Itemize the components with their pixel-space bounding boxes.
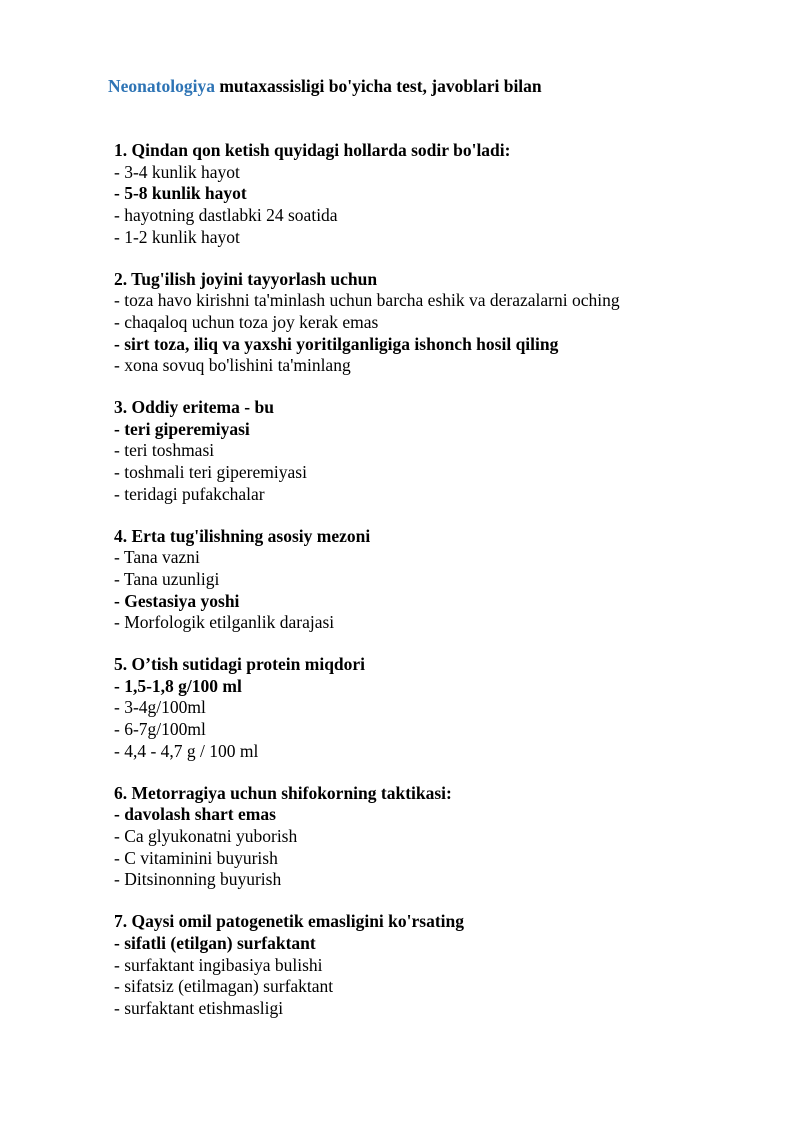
document-title: [108, 75, 542, 97]
answer-option: - surfaktant etishmasligi: [114, 997, 284, 1018]
question-block: [114, 911, 774, 1020]
answer-option-correct: - davolash shart emas: [114, 804, 276, 825]
answer-option-correct: - sifatli (etilgan) surfaktant: [114, 932, 316, 953]
answer-option-correct: - Gestasiya yoshi: [114, 590, 240, 611]
question-block: [114, 654, 774, 763]
title-rest: mutaxassisligi bo'yicha test, javoblari bilan: [214, 76, 542, 96]
answer-option: - xona sovuq bo'lishini ta'minlang: [114, 355, 351, 376]
answer-option: - 4,4 - 4,7 g / 100 ml: [114, 740, 259, 761]
answer-option-correct: - sirt toza, iliq va yaxshi yoritilganligiga ishonch hosil qiling: [114, 333, 559, 354]
title-accent: Neonatologiya: [108, 76, 215, 96]
answer-option: - Morfologik etilganlik darajasi: [114, 612, 335, 633]
answer-option: - Tana vazni: [114, 547, 200, 568]
answer-option: - 1-2 kunlik hayot: [114, 226, 240, 247]
question-block: [114, 269, 774, 378]
question-text: 3. Oddiy eritema - bu: [114, 397, 274, 418]
answer-option: - Ca glyukonatni yuborish: [114, 825, 298, 846]
question-text: 2. Tug'ilish joyini tayyorlash uchun: [114, 268, 378, 289]
answer-option: - teri toshmasi: [114, 440, 215, 461]
question-block: [114, 783, 774, 892]
answer-option-correct: - teri giperemiyasi: [114, 418, 250, 439]
question-text: 7. Qaysi omil patogenetik emasligini ko'rsating: [114, 911, 465, 932]
answer-option: - toza havo kirishni ta'minlash uchun barcha eshik va derazalarni oching: [114, 290, 620, 311]
answer-option: - teridagi pufakchalar: [114, 483, 265, 504]
answer-option: - chaqaloq uchun toza joy kerak emas: [114, 311, 379, 332]
question-text: 5. O’tish sutidagi protein miqdori: [114, 654, 366, 675]
answer-option-correct: - 5-8 kunlik hayot: [114, 183, 247, 204]
question-text: 1. Qindan qon ketish quyidagi hollarda sodir bo'ladi:: [114, 140, 511, 160]
answer-option: - toshmali teri giperemiyasi: [114, 462, 307, 483]
answer-option: - hayotning dastlabki 24 soatida: [114, 205, 338, 226]
answer-option: - 6-7g/100ml: [114, 719, 206, 740]
answer-option: - C vitaminini buyurish: [114, 847, 278, 868]
answer-option-correct: - 1,5-1,8 g/100 ml: [114, 675, 242, 696]
answer-option: - surfaktant ingibasiya bulishi: [114, 954, 323, 975]
question-block: [114, 140, 774, 249]
question-block: [114, 397, 774, 506]
answer-option: - Tana uzunligi: [114, 568, 220, 589]
answer-option: - sifatsiz (etilmagan) surfaktant: [114, 976, 334, 997]
answer-option: - 3-4 kunlik hayot: [114, 161, 240, 182]
answer-option: - 3-4g/100ml: [114, 697, 206, 718]
question-block: [114, 526, 774, 635]
question-list: [114, 140, 774, 1040]
question-text: 4. Erta tug'ilishning asosiy mezoni: [114, 525, 371, 546]
question-text: 6. Metorragiya uchun shifokorning taktikasi:: [114, 782, 452, 803]
answer-option: - Ditsinonning buyurish: [114, 869, 282, 890]
